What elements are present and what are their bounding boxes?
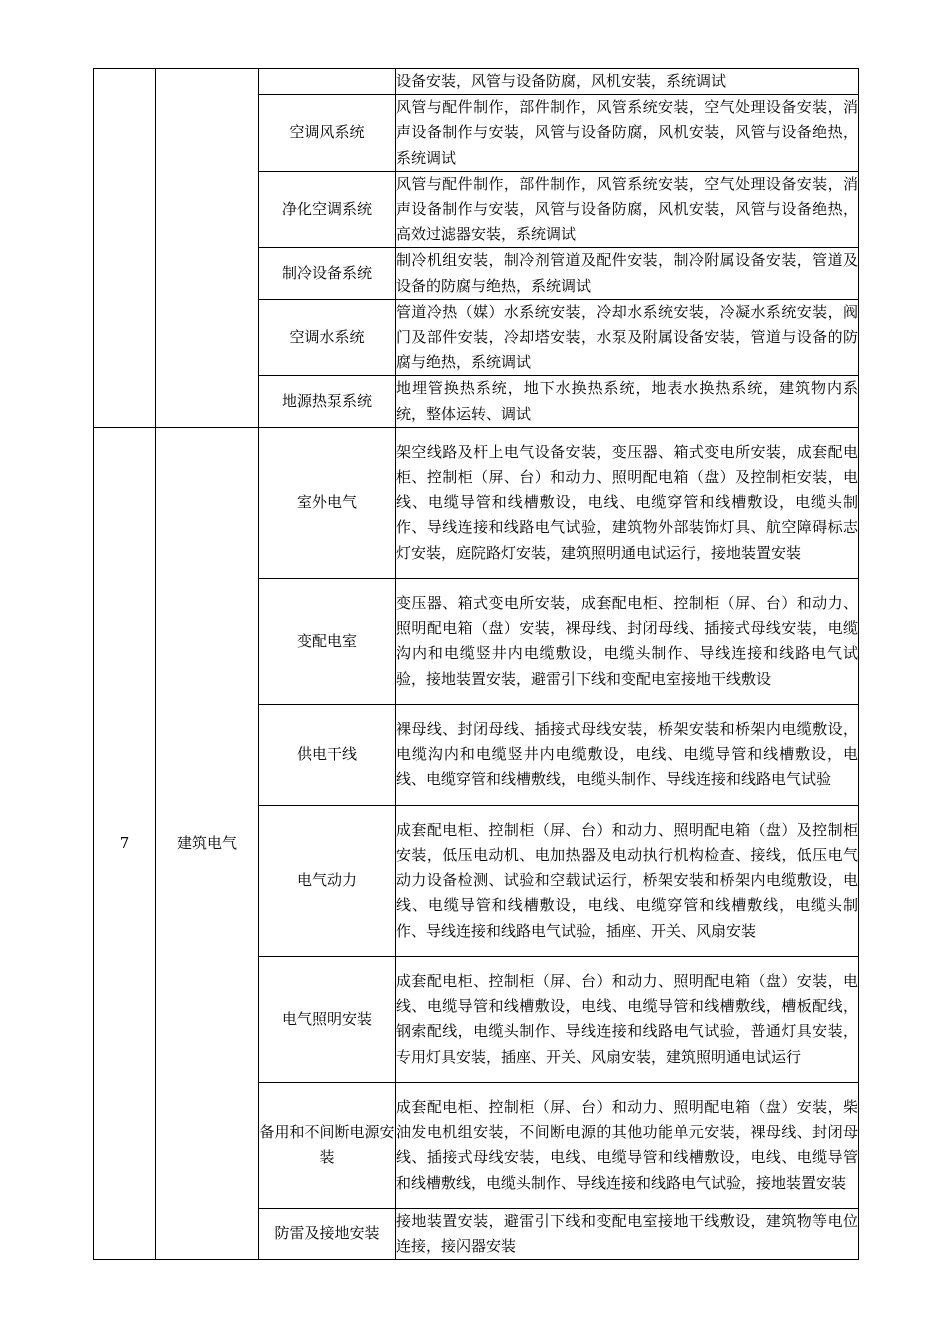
subsection-cell: 室外电气 [259,427,396,578]
table-row [94,69,859,95]
content-cell: 地埋管换热系统，地下水换热系统，地表水换热系统，建筑物内系统，整体运转、调试 [396,376,859,427]
subsection-cell [259,69,396,95]
content-cell: 风管与配件制作，部件制作，风管系统安装，空气处理设备安装，消声设备制作与安装，风管与设备防腐，风机安装，风管与设备绝热，系统调试 [396,95,859,172]
subsection-cell: 备用和不间断电源安装 [259,1082,396,1208]
content-cell: 成套配电柜、控制柜（屏、台）和动力、照明配电箱（盘）安装，柴油发电机组安装，不间断电源的其他功能单元安装，裸母线、封闭母线、插接式母线安装，电线、电缆导管和线槽敷设，电线、电缆导管和线槽敷线，电缆头制作、导线连接和线路电气试验，接地装置安装 [396,1082,859,1208]
content-cell: 裸母线、封闭母线、插接式母线安装，桥架安装和桥架内电缆敷设，电缆沟内和电缆竖井内电缆敷设，电线、电缆导管和线槽敷设，电线、电缆穿管和线槽敷线，电缆头制作、导线连接和线路电气试验 [396,704,859,805]
subsection-cell: 净化空调系统 [259,171,396,248]
content-cell: 制冷机组安装，制冷剂管道及配件安装，制冷附属设备安装，管道及设备的防腐与绝热，系统调试 [396,248,859,299]
subsection-cell: 空调水系统 [259,299,396,376]
subsection-cell: 空调风系统 [259,95,396,172]
spec-table [93,68,859,1260]
table-row [94,427,859,578]
content-cell: 架空线路及杆上电气设备安装，变压器、箱式变电所安装，成套配电柜、控制柜（屏、台）和动力、照明配电箱（盘）及控制柜安装，电线、电缆导管和线槽敷设，电线、电缆穿管和线槽敷设，电缆头制作、导线连接和线路电气试验，建筑物外部装饰灯具、航空障碍标志灯安装，庭院路灯安装，建筑照明通电试运行，接地装置安装 [396,427,859,578]
content-cell: 风管与配件制作，部件制作，风管系统安装，空气处理设备安装，消声设备制作与安装，风管与设备防腐，风机安装，风管与设备绝热，高效过滤器安装，系统调试 [396,171,859,248]
subsection-cell: 供电干线 [259,704,396,805]
subsection-cell: 变配电室 [259,578,396,704]
content-cell: 管道冷热（媒）水系统安装，冷却水系统安装，冷凝水系统安装，阀门及部件安装，冷却塔安装，水泵及附属设备安装，管道与设备的防腐与绝热，系统调试 [396,299,859,376]
subsection-cell: 电气照明安装 [259,956,396,1082]
group-category-cell [156,69,259,428]
content-cell: 设备安装，风管与设备防腐，风机安装，系统调试 [396,69,859,95]
content-cell: 成套配电柜、控制柜（屏、台）和动力、照明配电箱（盘）及控制柜安装，低压电动机、电加热器及电动执行机构检查、接线，低压电气动力设备检测、试验和空载试运行，桥架安装和桥架内电缆敷设，电线、电缆导管和线槽敷设，电线、电缆穿管和线槽敷线，电缆头制作、导线连接和线路电气试验，插座、开关、风扇安装 [396,805,859,956]
subsection-cell: 地源热泵系统 [259,376,396,427]
content-cell: 接地装置安装，避雷引下线和变配电室接地干线敷设，建筑物等电位连接，接闪器安装 [396,1208,859,1259]
group-number-cell [94,69,156,428]
group-category-cell: 建筑电气 [156,427,259,1259]
subsection-cell: 电气动力 [259,805,396,956]
subsection-cell: 制冷设备系统 [259,248,396,299]
content-cell: 变压器、箱式变电所安装，成套配电柜、控制柜（屏、台）和动力、照明配电箱（盘）安装，裸母线、封闭母线、插接式母线安装，电缆沟内和电缆竖井内电缆敷设，电缆头制作、导线连接和线路电气试验，接地装置安装，避雷引下线和变配电室接地干线敷设 [396,578,859,704]
subsection-cell: 防雷及接地安装 [259,1208,396,1259]
content-cell: 成套配电柜、控制柜（屏、台）和动力、照明配电箱（盘）安装，电线、电缆导管和线槽敷设，电线、电缆导管和线槽敷线，槽板配线，钢索配线，电缆头制作、导线连接和线路电气试验，普通灯具安装，专用灯具安装，插座、开关、风扇安装，建筑照明通电试运行 [396,956,859,1082]
group-number-cell: 7 [94,427,156,1259]
